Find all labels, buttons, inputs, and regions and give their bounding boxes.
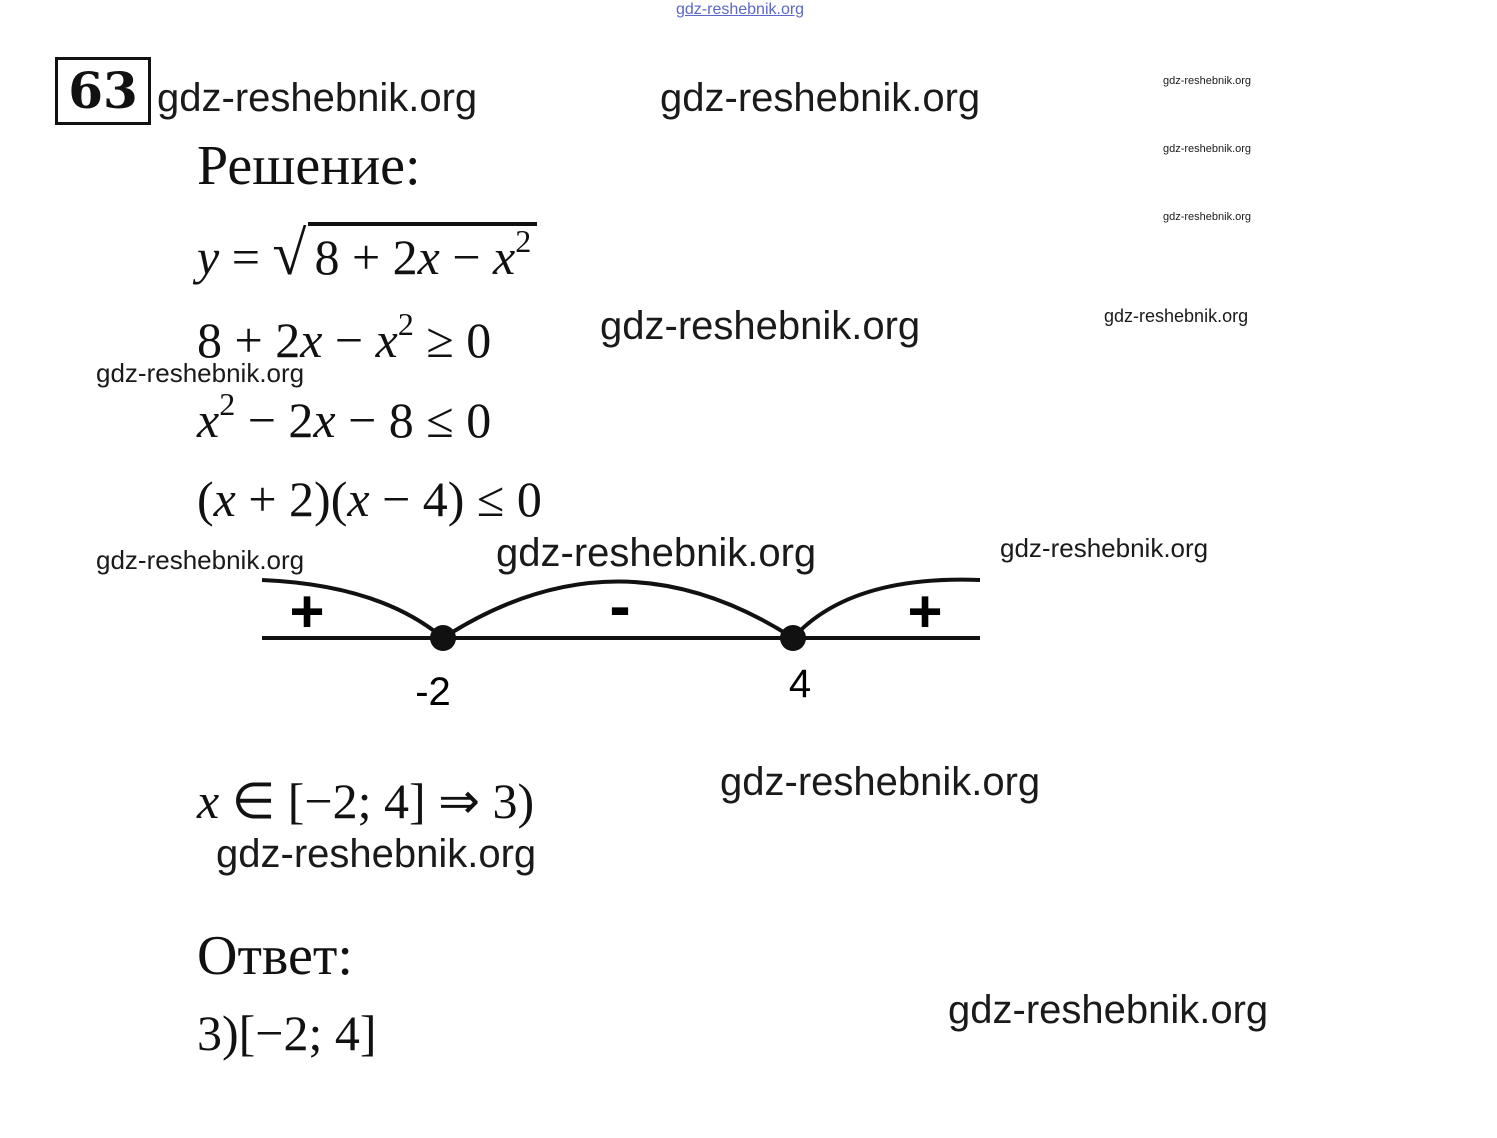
- equals-sign: =: [219, 229, 273, 285]
- var-x: x: [300, 312, 323, 368]
- watermark-top: gdz-reshebnik.org: [676, 1, 805, 18]
- watermark: gdz-reshebnik.org: [1163, 143, 1252, 155]
- relation: ≥ 0: [413, 312, 492, 368]
- watermark: gdz-reshebnik.org: [1104, 306, 1249, 326]
- point-label-4: 4: [788, 662, 812, 706]
- var-y: y: [197, 229, 220, 285]
- answer-heading: Ответ:: [197, 925, 353, 987]
- watermark: gdz-reshebnik.org: [496, 531, 817, 575]
- minus-sign: −: [439, 229, 494, 285]
- watermark: gdz-reshebnik.org: [1163, 75, 1252, 87]
- watermark: gdz-reshebnik.org: [96, 358, 305, 388]
- answer-value: 3)[−2; 4]: [197, 1005, 377, 1061]
- solution-heading: Решение:: [197, 135, 421, 197]
- watermark: gdz-reshebnik.org: [96, 545, 305, 575]
- var-x: x: [417, 229, 440, 285]
- result-line: [197, 773, 535, 829]
- watermark: gdz-reshebnik.org: [948, 988, 1269, 1032]
- relation: − 4) ≤ 0: [369, 471, 542, 527]
- term: − 2: [235, 392, 314, 448]
- watermark: gdz-reshebnik.org: [660, 76, 981, 120]
- point-4: [780, 625, 806, 651]
- var-x: x: [493, 229, 516, 285]
- exponent: 2: [397, 306, 414, 342]
- sign-middle: -: [609, 570, 631, 642]
- paren: (: [197, 471, 214, 527]
- watermark: gdz-reshebnik.org: [600, 304, 921, 348]
- watermark: gdz-reshebnik.org: [1000, 533, 1209, 563]
- minus-sign: −: [322, 312, 376, 368]
- radical-sign-icon: √: [272, 220, 307, 288]
- term: 8 + 2: [197, 312, 301, 368]
- watermark: gdz-reshebnik.org: [1163, 211, 1252, 223]
- sign-arc-right: [793, 580, 980, 638]
- watermark: gdz-reshebnik.org: [216, 832, 537, 876]
- exponent: 2: [219, 386, 236, 422]
- sign-right: +: [907, 578, 943, 645]
- var-x: x: [213, 471, 236, 527]
- var-x: x: [313, 392, 336, 448]
- term: + 2)(: [235, 471, 348, 527]
- var-x: x: [347, 471, 370, 527]
- relation: − 8 ≤ 0: [335, 392, 492, 448]
- radicand-part: 8 + 2: [314, 229, 418, 285]
- exponent: 2: [515, 223, 532, 259]
- sign-left: +: [289, 578, 325, 645]
- point-minus-2: [430, 625, 456, 651]
- watermark: gdz-reshebnik.org: [157, 76, 478, 120]
- var-x: x: [197, 773, 220, 829]
- result-interval: ∈ [−2; 4] ⇒ 3): [219, 773, 535, 829]
- point-label-minus-2: -2: [415, 670, 451, 714]
- var-x: x: [375, 312, 398, 368]
- task-number-box: 63: [55, 57, 151, 125]
- watermark: gdz-reshebnik.org: [720, 760, 1041, 804]
- var-x: x: [197, 392, 220, 448]
